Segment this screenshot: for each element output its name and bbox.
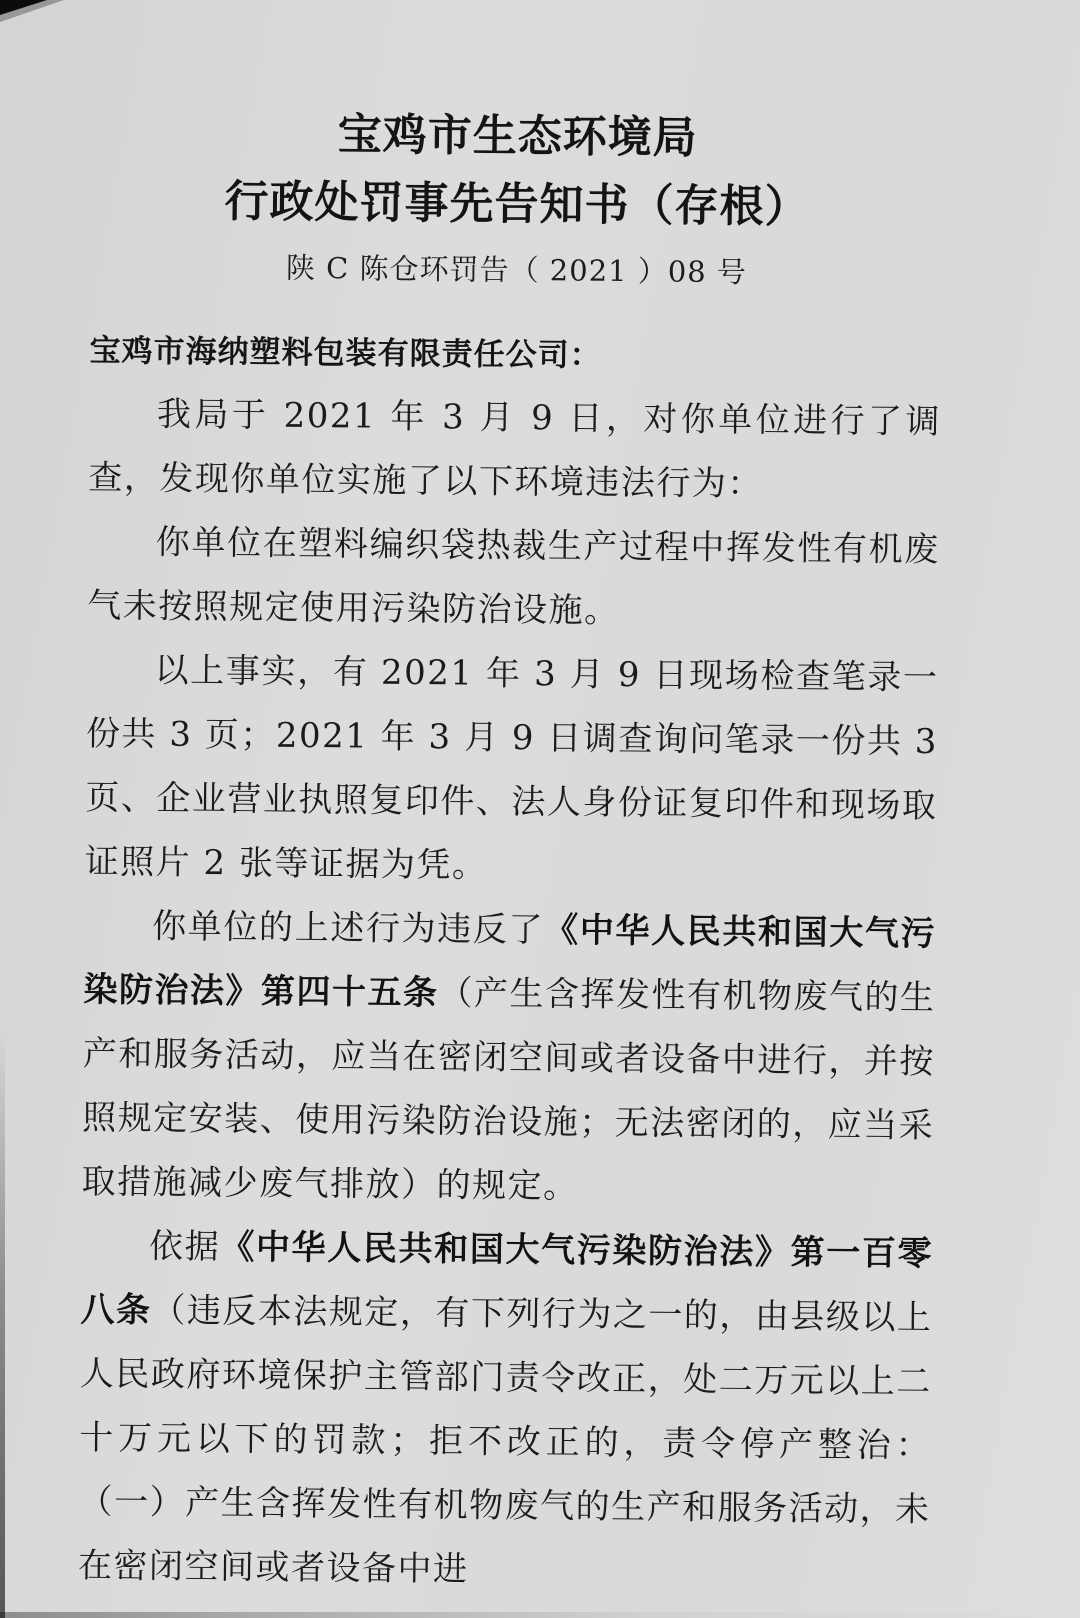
paragraph (78, 1214, 934, 1606)
paragraph-text: 以上事实，有 2021 年 3 月 9 日现场检查笔录一份共 3 页；2021 年 3 月 9 日调查询问笔录一份共 3 页、企业营业执照复印件、法人身份证复印件和现场取证照片 2 张等证据为凭。 (84, 650, 939, 886)
paragraph (87, 510, 940, 646)
document-number: 陕 C 陈仓环罚告（ 2021 ）08 号 (285, 250, 748, 290)
paragraph-text: 我局于 2021 年 3 月 9 日，对你单位进行了调查，发现你单位实施了以下环境违法行为： (88, 394, 942, 505)
paragraph-text: （产生含挥发性有机物废气的生产和服务活动，应当在密闭空间或者设备中进行，并按照规定安装、使用污染防治设施；无法密闭的，应当采取措施减少废气排放）的规定。 (81, 973, 936, 1207)
agency-title: 宝鸡市生态环境局 (337, 109, 698, 164)
paragraph-text: 你单位在塑料编织袋热裁生产过程中挥发性有机废气未按照规定使用污染防治设施。 (86, 522, 940, 631)
document-content (78, 102, 944, 1606)
scan-bottom-edge-artifact (0, 1612, 1080, 1618)
law-citation: 《中华人民共和国大气污染防治法》第一百零八条 (80, 1227, 934, 1331)
paragraph-text: 依据 (148, 1226, 221, 1268)
addressee: 宝鸡市海纳塑料包装有限责任公司： (89, 332, 602, 374)
scan-left-edge-artifact (0, 1030, 5, 1618)
paragraph-text: （违反本法规定，有下列行为之一的，由县级以上人民政府环境保护主管部门责令改正，处二万元以上二十万元以下的罚款；拒不改正的，责令停产整治：（一）产生含挥发性有机物废气的生产和服务活动，未在密闭空间或者设备中进 (77, 1290, 933, 1590)
paragraph (84, 638, 938, 902)
paragraph (81, 894, 936, 1222)
paragraph (88, 382, 941, 518)
law-citation: 《中华人民共和国大气污染防治法》第四十五条 (83, 910, 937, 1014)
document-title: 行政处罚事先告知书（存根） (224, 176, 810, 233)
paragraph-text: 你单位的上述行为违反了 (151, 906, 545, 951)
document-body (78, 382, 942, 1606)
